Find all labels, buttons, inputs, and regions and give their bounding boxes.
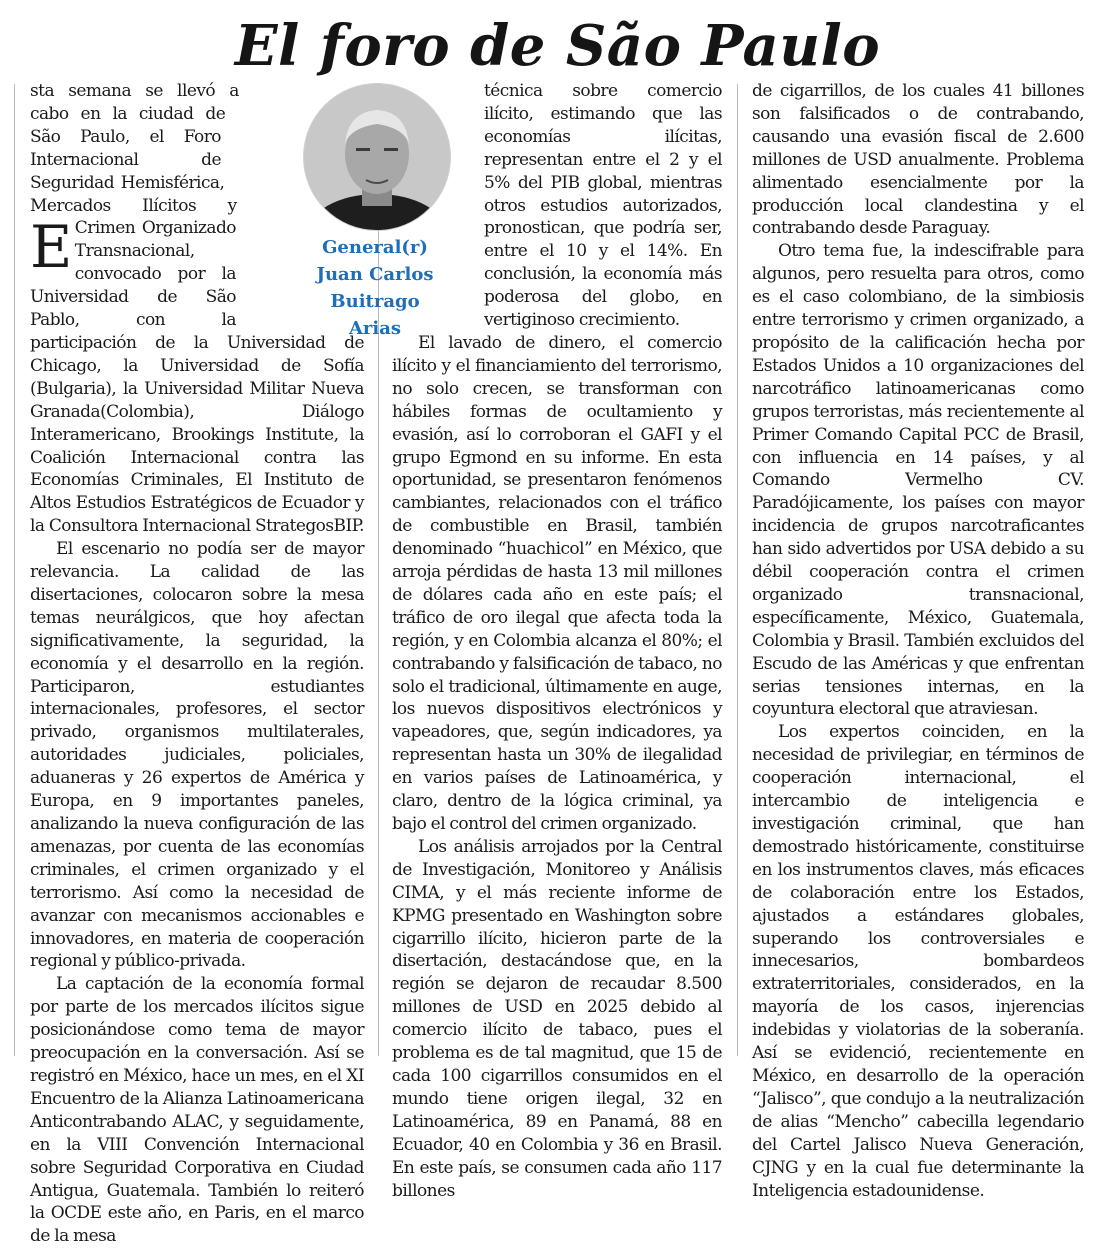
paragraph-6: Los análisis arrojados por la Central de Investigación, Monitoreo y Análisis CIMA, y el más reciente informe de KPMG presentado en Washington sobre cigarrillo ilícito, hicieron parte de la disertación, destacándose que, en la región se dejaron de recaudar 8.500 millones de USD en 2025 debido al comercio ilícito de tabaco, pues el problema es de tal magnitud, que 15 de cada 100 cigarrillos consumidos en el mundo tiene origen ilegal, 32 en Latinoamérica, 89 en Panamá, 88 en Ecuador, 40 en Colombia y 36 en Brasil. En este país, se consumen cada año 117 billones bbox=[392, 836, 722, 1201]
paragraph-9: Los expertos coinciden, en la necesidad de privilegiar, en términos de cooperación internacional, el intercambio de inteligencia e investigación criminal, que han demostrado históricamente, constituirse en los instrumentos claves, más eficaces de colaboración entre los Estados, ajustados a estándares globales, superando los controversiales e innecesarios, bombardeos extraterritoriales, considerados, en la mayoría de los casos, injerencias indebidas y violatorias de la soberanía. Así se evidenció, recientemente en México, en desarrollo de la operación “Jalisco”, que condujo a la neutralización de alias “Mencho” cabecilla legendario del Cartel Jalisco Nueva Generación, CJNG y en la cual fue determinante la Inteligencia estadounidense. bbox=[752, 722, 1084, 1201]
paragraph-8: Otro tema fue, la indescifrable para algunos, pero resuelta para otros, como es el caso colombiano, de la simbiosis entre terrorismo y crimen organizado, a propósito de la calificación hecha por Estados Unidos a 10 organizaciones del narcotráfico latinoamericanas como grupos terroristas, más recientemente al Primer Comando Capital PCC de Brasil, con influencia en 14 países, y al Comando Vermelho CV. Paradójicamente, los países con mayor incidencia de grupos narcotraficantes han sido advertidos por USA debido a su débil cooperación contra el crimen organizado transnacional, específicamente, México, Guatemala, Colombia y Brasil. También excluidos del Escudo de las Américas y que enfrentan serias tensiones internas, en la coyuntura electoral que atraviesan. bbox=[752, 241, 1084, 720]
byline-wrap-space-left bbox=[392, 220, 480, 328]
photo-wrap-space bbox=[224, 80, 364, 220]
paragraph-3: La captación de la economía formal por parte de los mercados ilícitos sigue posicionándose como tema de mayor preocupación en la conversación. Así se registró en México, hace un mes, en el XI Encuentro de la Alianza Latinoamericana Anticontrabando ALAC, y seguidamente, en la VIII Convención Internacional sobre Seguridad Corporativa en Ciudad Antigua, Guatemala. También lo reiteró la OCDE este año, en Paris, en el marco de la mesa bbox=[30, 974, 364, 1247]
drop-cap: E bbox=[30, 213, 72, 281]
article-column-3 bbox=[752, 80, 1084, 1202]
byline-rank: General(r) bbox=[322, 237, 428, 258]
photo-wrap-space-left bbox=[392, 80, 480, 220]
byline-surname-1: Buitrago bbox=[330, 291, 420, 312]
paragraph-1-text: sta semana se llevó a cabo en la ciudad de São Paulo, el Foro Internacional de Seguridad Hemisférica, Mercados Ilícitos y Crimen Organizado Transnacional, convocado por la Universidad de São Pablo, con la participación de la Universidad de Chicago, la Universidad de Sofía (Bulgaria), la Universidad Militar Nueva Granada(Colombia), Diálogo Interamericano, Brookings Institute, la Coalición Internacional contra las Economías Criminales, El Instituto de Altos Estudios Estratégicos de Ecuador y la Consultora Internacional StrategosBIP. bbox=[30, 81, 364, 537]
paragraph-5: El lavado de dinero, el comercio ilícito y el financiamiento del terrorismo, no solo crecen, se transforman con hábiles formas de ocultamiento y evasión, así lo corroboran el GAFI y el grupo Egmond en su informe. En esta oportunidad, se presentaron fenómenos cambiantes, relacionados con el tráfico de combustible en Brasil, también denominado “huachicol” en México, que arroja pérdidas de hasta 13 mil millones de dólares cada año en este país; el tráfico de oro ilegal que afecta toda la región, y en Colombia alcanza el 80%; el contrabando y falsificación de tabaco, no solo el tradicional, últimamente en auge, los nuevos dispositivos electrónicos y vapeadores, que, según indicadores, ya representan hasta un 30% de ilegalidad en varios países de Latinoamérica, y claro, dentro de la lógica criminal, ya bajo el control del crimen organizado. bbox=[392, 332, 722, 834]
article-column-2 bbox=[392, 80, 722, 1202]
paragraph-7: de cigarrillos, de los cuales 41 billones son falsificados o de contrabando, causando una evasión fiscal de 2.600 millones de USD anualmente. Problema alimentado esencialmente por la producción local clandestina y el contrabando desde Paraguay. bbox=[752, 81, 1084, 239]
headline: El foro de São Paulo bbox=[234, 13, 881, 79]
column-rule-2 bbox=[737, 84, 738, 1056]
byline-wrap-space bbox=[240, 220, 364, 328]
byline-surname-2: Arias bbox=[348, 318, 402, 339]
paragraph-2: El escenario no podía ser de mayor relevancia. La calidad de las disertaciones, colocaron sobre la mesa temas neurálgicos, que hoy afectan significativamente, la seguridad, la economía y el desarrollo en la región. Participaron, estudiantes internacionales, profesores, el sector privado, organismos multilaterales, autoridades judiciales, policiales, aduaneras y 26 expertos de América y Europa, en 9 importantes paneles, analizando la nueva configuración de las amenazas, por cuenta de las economías criminales, el crimen organizado y el terrorismo. Así como la necesidad de avanzar con mecanismos accionables e innovadores, en materia de cooperación regional y público-privada. bbox=[30, 539, 364, 972]
byline-first-name: Juan Carlos bbox=[316, 264, 434, 285]
article-column-1 bbox=[30, 80, 364, 1248]
paragraph-4: técnica sobre comercio ilícito, estimando que las economías ilícitas, representan entre el 2 y el 5% del PIB global, mientras otros estudios autorizados, pronostican, que podría ser, entre el 10 y el 14%. En conclusión, la economía más poderosa del globo, en vertiginoso crecimiento. bbox=[484, 81, 722, 331]
column-rule-left bbox=[14, 84, 15, 1056]
